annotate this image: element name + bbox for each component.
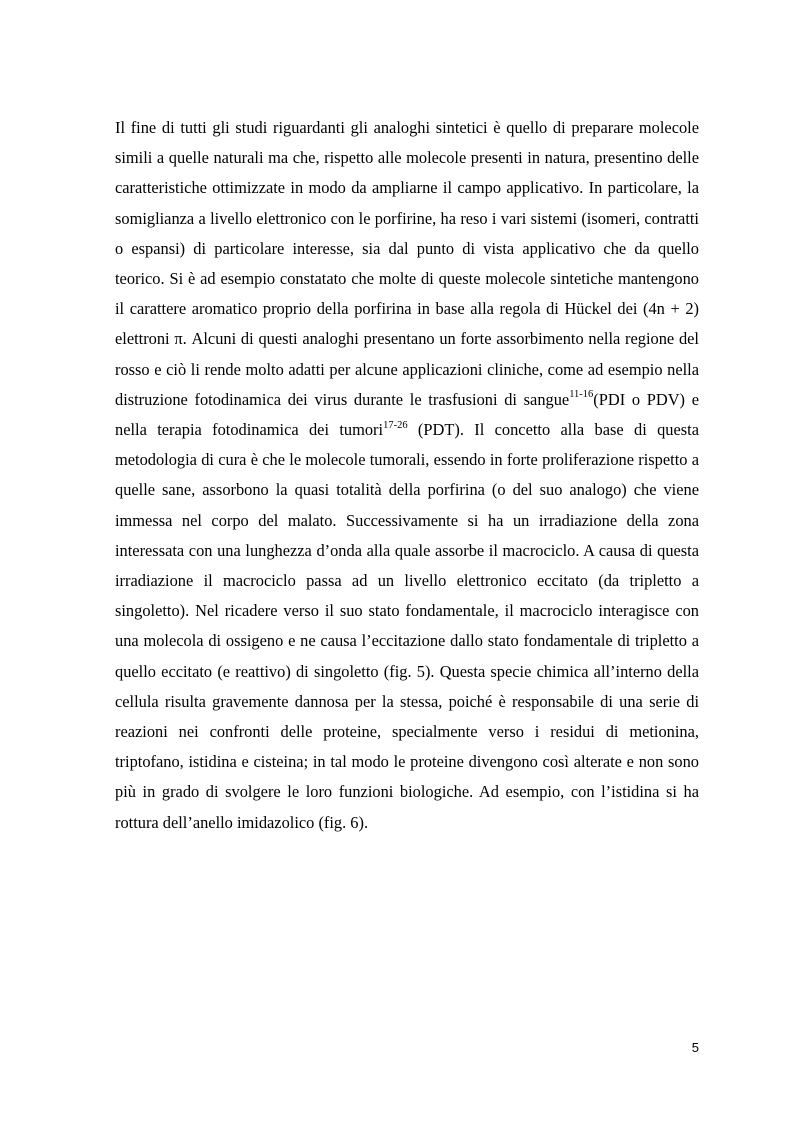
- paragraph-text-part-3: (PDT). Il concetto alla base di questa metodologia di cura è che le molecole tumorali, essendo in forte proliferazione rispetto a quelle sane, assorbono la quasi totalità della porfirina (o del suo analogo) che viene immessa nel corpo del malato. Successivamente si ha un irradiazione della zona interessata con una lunghezza d’onda alla quale assorbe il macrociclo. A causa di questa irradiazione il macrociclo passa ad un livello elettronico eccitato (da tripletto a singoletto). Nel ricadere verso il suo stato fondamentale, il macrociclo interagisce con una molecola di ossigeno e ne causa l’eccitazione dallo stato fondamentale di tripletto a quello eccitato (e reattivo) di singoletto (fig. 5). Questa specie chimica all’interno della cellula risulta gravemente dannosa per la stessa, poiché è responsabile di una serie di reazioni nei confronti delle proteine, specialmente verso i residui di metionina, triptofano, istidina e cisteina; in tal modo le proteine divengono così alterate e non sono più in grado di svolgere le loro funzioni biologiche. Ad esempio, con l’istidina si ha rottura dell’anello imidazolico (fig. 6).: [115, 420, 699, 832]
- page-number: 5: [691, 1040, 699, 1055]
- paragraph-text-part-2: (PDI o PDV) e nella terapia fotodinamica dei tumori: [115, 389, 699, 440]
- paragraph-text-part-1: Il fine di tutti gli studi riguardanti gli analoghi sintetici è quello di preparare molecole simili a quelle naturali ma che, rispetto alle molecole presenti in natura, presentino delle caratteristiche ottimizzate in modo da ampliarne il campo applicativo. In particolare, la somiglianza a livello elettronico con le porfirine, ha reso i vari sistemi (isomeri, contratti o espansi) di particolare interesse, sia dal punto di vista applicativo che da quello teorico. Si è ad esempio constatato che molte di queste molecole sintetiche mantengono il carattere aromatico proprio della porfirina in base alla regola di Hückel dei (4n + 2) elettroni π. Alcuni di questi analoghi presentano un forte assorbimento nella regione del rosso e ciò li rende molto adatti per alcune applicazioni cliniche, come ad esempio nella distruzione fotodinamica dei virus durante le trasfusioni di sangue: [115, 118, 699, 409]
- citation-11-16: 11-16: [569, 389, 594, 401]
- body-paragraph: [115, 113, 699, 838]
- citation-17-26: 17-26: [383, 419, 408, 431]
